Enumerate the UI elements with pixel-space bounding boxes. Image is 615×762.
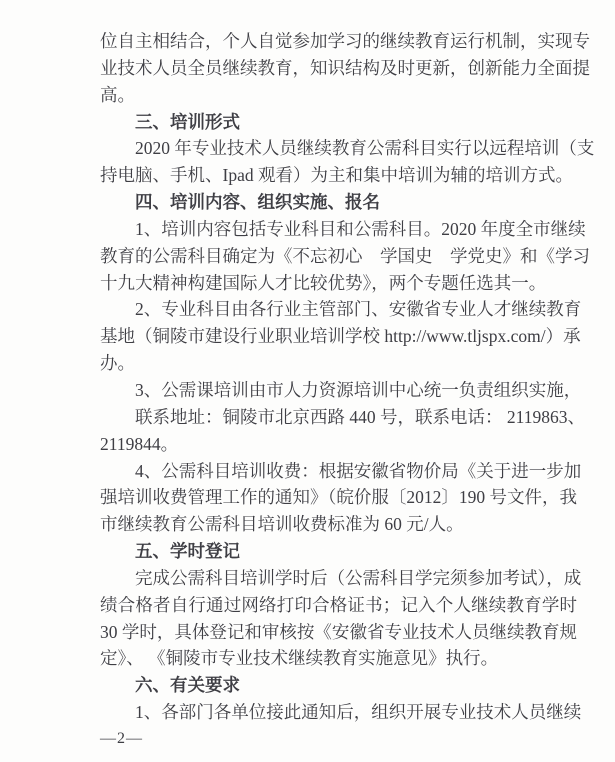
document-lines [100,28,595,726]
text-line: 强培训收费管理工作的通知》（皖价服〔2012〕190 号文件，我 [100,487,577,508]
text-line: 4、公需科目培训收费：根据安徽省物价局《关于进一步加 [135,460,582,481]
text-line: 办。 [100,353,135,374]
text-line: 定》、 《铜陵市专业技术继续教育实施意见》执行。 [100,648,499,669]
section-heading: 四、培训内容、组织实施、报名 [135,192,380,213]
text-line: 绩合格者自行通过网络打印合格证书；记入个人继续教育学时 [100,594,577,615]
text-line: 2020 年专业技术人员继续教育公需科目实行以远程培训（支 [135,138,595,159]
text-line: 教育的公需科目确定为《不忘初心 学国史 学党史》和《学习 [100,245,590,266]
text-line: 2、专业科目由各行业主管部门、安徽省专业人才继续教育 [135,299,582,320]
text-line: 3、公需课培训由市人力资源培训中心统一负责组织实施， [135,379,582,400]
text-line: 十九大精神构建国际人才比较优势》，两个专题任选其一。 [100,272,547,293]
page-number: —2— [100,729,143,747]
text-line: 1、各部门各单位接此通知后，组织开展专业技术人员继续 [135,702,582,723]
text-line: 业技术人员全员继续教育，知识结构及时更新，创新能力全面提 [100,57,590,78]
text-line: 完成公需科目培训学时后（公需科目学完须参加考试），成 [135,567,582,588]
text-line: 1、培训内容包括专业科目和公需科目。2020 年度全市继续 [135,218,586,239]
text-line: 位自主相结合，个人自觉参加学习的继续教育运行机制，实现专 [100,31,590,51]
text-line: 基地（铜陵市建设行业职业培训学校 http://www.tljspx.com/）承 [100,326,581,347]
text-line: 联系地址：铜陵市北京西路 440 号，联系电话： 2119863、 [135,406,585,427]
section-heading: 五、学时登记 [135,541,240,562]
section-heading: 六、有关要求 [135,675,240,696]
text-line: 30 学时，具体登记和审核按《安徽省专业技术人员继续教育规 [100,621,577,642]
text-line: 高。 [100,84,135,105]
text-line: 市继续教育公需科目培训收费标准为 60 元/人。 [100,514,464,535]
text-line: 持电脑、手机、Ipad 观看）为主和集中培训为辅的培训方式。 [100,165,573,186]
section-heading: 三、培训形式 [135,111,240,132]
text-line: 2119844。 [100,433,179,454]
